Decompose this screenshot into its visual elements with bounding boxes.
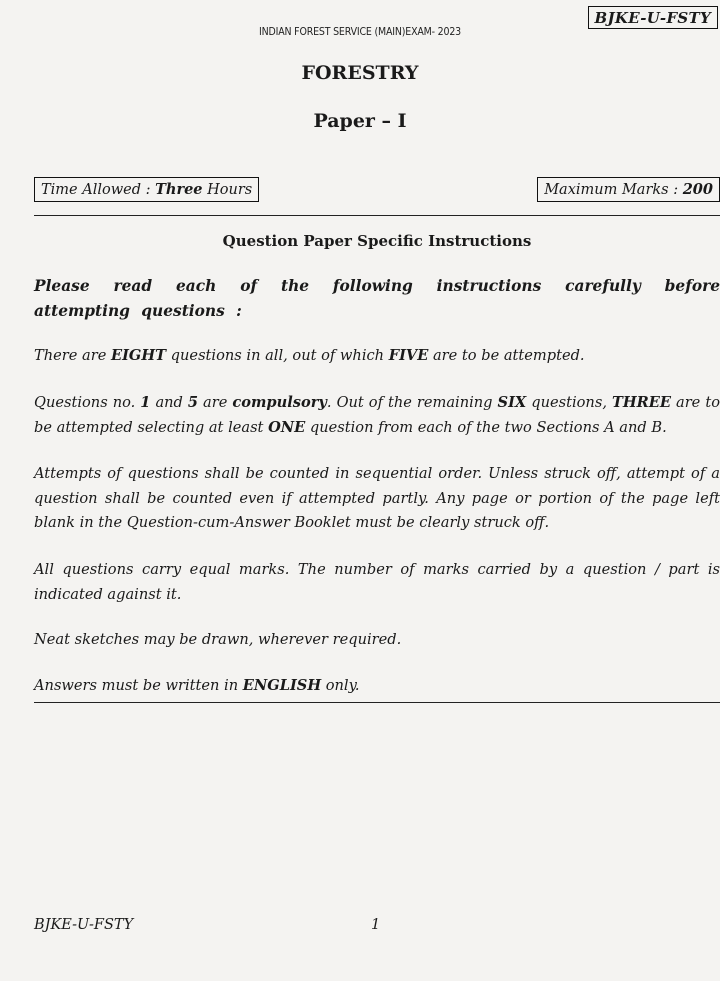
- emphasis-run: THREE: [611, 394, 671, 411]
- instruction-sequential-order: Attempts of questions shall be counted in sequential order. Unless struck off, attempt of a question shall be counted even if attempted partly. Any page or portion of the page left blank in the Question-cum-Answer Booklet must be clearly struck off.: [34, 465, 720, 531]
- emphasis-run: compulsory: [232, 394, 327, 411]
- text-run: are to be attempted selecting at least: [34, 394, 720, 436]
- text-run: are to be attempted.: [428, 347, 585, 364]
- instruction-equal-marks: All questions carry equal marks. The number of marks carried by a question / part is indicated against it.: [34, 561, 720, 603]
- time-unit: Hours: [202, 182, 253, 198]
- text-run: . Out of the remaining: [326, 394, 498, 411]
- instruction-sketches: Neat sketches may be drawn, wherever required.: [34, 631, 402, 648]
- text-run: only.: [321, 677, 360, 694]
- exam-name: INDIAN FOREST SERVICE (MAIN)EXAM- 2023: [258, 26, 462, 38]
- paper-code-box: BJKE-U-FSTY: [588, 6, 718, 29]
- time-label: Time Allowed :: [41, 182, 156, 198]
- instruction-language: [34, 674, 720, 699]
- emphasis-run: FIVE: [388, 347, 429, 364]
- text-run: questions in all, out of which: [166, 347, 389, 364]
- marks-value: 200: [682, 181, 713, 198]
- emphasis-run: 5: [187, 394, 199, 411]
- text-run: question from each of the two Sections A and B.: [305, 418, 667, 436]
- instructions-title: Question Paper Specific Instructions: [222, 232, 532, 250]
- text-run: Questions no.: [34, 394, 141, 411]
- top-divider: [34, 215, 720, 216]
- page-number: 1: [371, 917, 381, 933]
- text-run: and: [150, 394, 188, 411]
- time-allowed-box: [34, 177, 259, 202]
- emphasis-run: SIX: [497, 394, 527, 411]
- exam-meta-row: [34, 177, 720, 207]
- text-run: are: [198, 394, 233, 411]
- bottom-divider: [34, 702, 720, 703]
- footer-paper-code: BJKE-U-FSTY: [34, 917, 134, 933]
- maximum-marks-box: [537, 177, 720, 202]
- time-value: Three: [155, 181, 203, 198]
- emphasis-run: ENGLISH: [242, 677, 322, 694]
- text-run: There are: [34, 347, 111, 364]
- instruction-question-count: [34, 344, 720, 369]
- subject-title: FORESTRY: [301, 62, 419, 84]
- instructions-lead: Please read each of the following instructions carefully before attempting questions :: [34, 277, 720, 320]
- emphasis-run: ONE: [268, 418, 306, 436]
- text-run: Answers must be written in: [34, 677, 243, 694]
- instruction-compulsory: [34, 391, 720, 440]
- text-run: questions,: [526, 394, 612, 411]
- emphasis-run: 1: [140, 394, 151, 411]
- marks-label: Maximum Marks :: [544, 182, 683, 198]
- emphasis-run: EIGHT: [110, 347, 167, 364]
- paper-title: Paper – I: [313, 110, 407, 132]
